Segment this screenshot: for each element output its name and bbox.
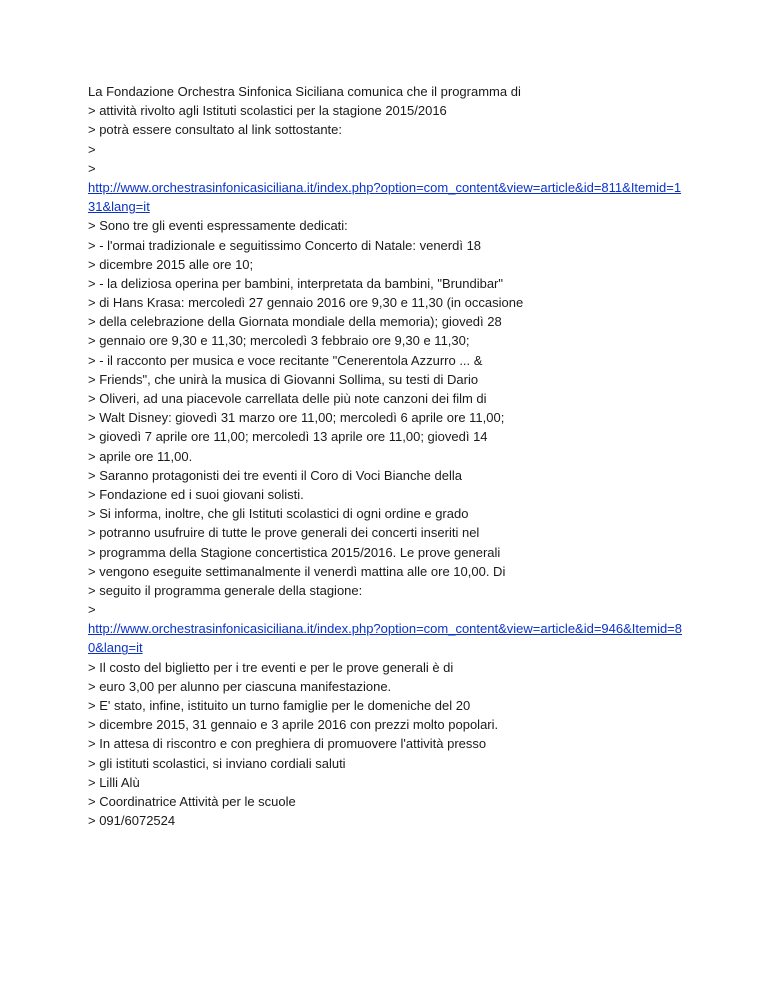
season-link-line-2[interactable]: 0&lang=it [88,640,143,656]
text-line: > attività rivolto agli Istituti scolastici per la stagione 2015/2016 [88,103,447,119]
text-line: La Fondazione Orchestra Sinfonica Siciliana comunica che il programma di [88,84,521,99]
text-line: > gli istituti scolastici, si inviano cordiali saluti [88,755,346,771]
text-line: > aprile ore 11,00. [88,448,193,464]
text-line: > Walt Disney: giovedì 31 marzo ore 11,00; mercoledì 6 aprile ore 11,00; [88,410,505,426]
season-link-line-1[interactable]: http://www.orchestrasinfonicasiciliana.it/index.php?option=com_content&view=article&id=946&Itemid=8 [88,621,683,637]
text-line: > - l'ormai tradizionale e seguitissimo Concerto di Natale: venerdì 18 [88,237,482,253]
text-line: > giovedì 7 aprile ore 11,00; mercoledì 13 aprile ore 11,00; giovedì 14 [88,429,488,445]
text-line: > dicembre 2015, 31 gennaio e 3 aprile 2016 con prezzi molto popolari. [88,717,499,733]
email-body [88,82,708,830]
text-line: > - la deliziosa operina per bambini, interpretata da bambini, "Brundibar" [88,275,503,291]
text-line: > euro 3,00 per alunno per ciascuna manifestazione. [88,678,392,694]
signature-role: > Coordinatrice Attività per le scuole [88,793,296,809]
text-line: > Sono tre gli eventi espressamente dedicati: [88,218,348,234]
text-line: > [88,602,96,618]
signature-name: > Lilli Alù [88,774,140,790]
text-line: > potrà essere consultato al link sottostante: [88,122,343,138]
text-line: > Si informa, inoltre, che gli Istituti scolastici di ogni ordine e grado [88,506,469,522]
program-link-line-1[interactable]: http://www.orchestrasinfonicasiciliana.it/index.php?option=com_content&view=article&id=811&Itemid=1 [88,179,682,195]
program-link-line-2[interactable]: 31&lang=it [88,199,150,215]
text-line: > gennaio ore 9,30 e 11,30; mercoledì 3 febbraio ore 9,30 e 11,30; [88,333,470,349]
text-line: > E' stato, infine, istituito un turno famiglie per le domeniche del 20 [88,698,471,713]
text-line: > Friends", che unirà la musica di Giovanni Sollima, su testi di Dario [88,371,479,387]
text-line: > Fondazione ed i suoi giovani solisti. [88,486,304,502]
text-line: > [88,141,96,157]
text-line: > vengono eseguite settimanalmente il venerdì mattina alle ore 10,00. Di [88,563,506,579]
text-line: > potranno usufruire di tutte le prove generali dei concerti inseriti nel [88,525,480,541]
text-line: > dicembre 2015 alle ore 10; [88,256,254,272]
text-line: > della celebrazione della Giornata mondiale della memoria); giovedì 28 [88,314,502,330]
signature-phone: > 091/6072524 [88,813,176,829]
text-line: > Oliveri, ad una piacevole carrellata delle più note canzoni dei film di [88,391,487,406]
text-line: > seguito il programma generale della stagione: [88,582,363,598]
text-line: > di Hans Krasa: mercoledì 27 gennaio 2016 ore 9,30 e 11,30 (in occasione [88,295,524,311]
text-line: > In attesa di riscontro e con preghiera di promuovere l'attività presso [88,736,487,752]
text-line: > programma della Stagione concertistica 2015/2016. Le prove generali [88,544,501,560]
text-line: > - il racconto per musica e voce recitante "Cenerentola Azzurro ... & [88,352,483,368]
text-line: > Il costo del biglietto per i tre eventi e per le prove generali è di [88,659,454,675]
text-line: > Saranno protagonisti dei tre eventi il Coro di Voci Bianche della [88,467,462,483]
text-line: > [88,160,96,176]
